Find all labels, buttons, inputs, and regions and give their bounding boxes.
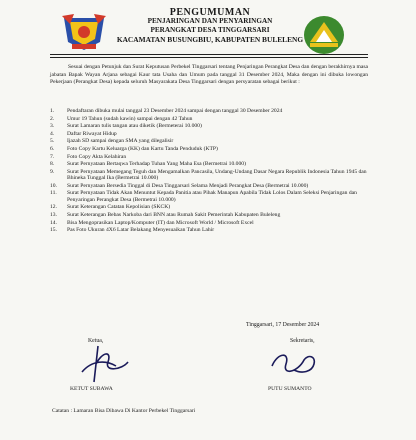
chairman-signature-icon bbox=[72, 342, 132, 386]
requirement-item bbox=[50, 123, 377, 130]
requirement-item bbox=[50, 182, 377, 189]
announcement-header bbox=[100, 8, 320, 44]
requirement-text: Surat Pernyataan Memegang Teguh dan Mengamalkan Pancasila, Undang-Undang Dasar Negara Republik Indonesia Tahun 1945 dan Bhineka Tunggal Ika (Bermetrai 10.000) bbox=[67, 168, 367, 182]
requirement-text: Surat Pernyataan Bertaqwa Terhadap Tuhan Yang Maha Esa (Bermetrai 10.000) bbox=[67, 161, 246, 168]
secretary-name: PUTU SUMANTO bbox=[268, 386, 312, 392]
requirement-item bbox=[50, 108, 377, 114]
requirement-item bbox=[50, 227, 377, 234]
requirement-text: Bisa Mengoprasikan Laptop/Komputer (IT) dan Microsoft World / Microsoft Excel bbox=[67, 219, 254, 226]
requirement-text: Ijazah SD sampai dengan SMA yang dilegalisir bbox=[67, 138, 174, 145]
requirement-item bbox=[50, 211, 377, 218]
secretary-signature-icon bbox=[264, 348, 324, 380]
requirement-item bbox=[50, 190, 377, 203]
requirement-number: 5. bbox=[50, 138, 55, 145]
requirement-item bbox=[50, 138, 377, 145]
requirement-number: 9. bbox=[50, 168, 55, 175]
secretary-label: Sekretaris, bbox=[290, 338, 315, 344]
requirement-number: 2. bbox=[50, 115, 55, 122]
requirement-text: Surat Keterangan Catatan Kepolisian (SKCK) bbox=[67, 204, 171, 211]
intro-paragraph: Sesuai dengan Petunjuk dan Surat Keputusan Perbekel Tinggarsari tentang Penjaringan Perangkat Desa dan dengan berakhirnya masa jabatan Bapak Wayan Arjana sebagai Kaur tata Usaha dan Umum pada tanggal 31 Desember 2024, Maka dengan ini dibuka lowongan Pekerjaan (Perangkat Desa) kepada seluruh Masyarakata Desa Tinggarsari dengan persyaratan sebagai berikut : bbox=[50, 64, 368, 86]
requirement-item bbox=[50, 115, 377, 122]
requirement-number: 13. bbox=[50, 211, 57, 218]
requirement-number: 1. bbox=[50, 108, 55, 114]
requirement-text: Surat Pernyataan Bersedia Tinggal di Desa Tinggarsari Selama Menjadi Perangkat Desa (Bermetrai 10.000) bbox=[67, 182, 309, 189]
footer-note: Catatan : Lamaran Bisa Dibawa Di Kantor Perbekel Tinggarsari bbox=[52, 408, 196, 414]
header-title: PENGUMUMAN bbox=[169, 7, 251, 18]
requirement-text: Pendaftaran dibuka mulai tanggal 23 Desember 2024 sampai dengan tanggal 30 Desember 2024 bbox=[67, 108, 283, 114]
requirement-number: 14. bbox=[50, 219, 57, 226]
requirement-item bbox=[50, 130, 377, 137]
requirement-text: Umur 19 Tahun (sudah kawin) sampai dengan 42 Tahun bbox=[67, 115, 193, 122]
requirement-item bbox=[50, 204, 377, 211]
requirement-number: 6. bbox=[50, 145, 55, 152]
chairman-name: KETUT SUBAWA bbox=[70, 386, 113, 392]
requirement-number: 15. bbox=[50, 227, 57, 234]
header-rule-thick bbox=[50, 54, 368, 55]
requirement-number: 7. bbox=[50, 153, 55, 160]
requirement-text: Pas Foto Ukuran 4X6 Latar Belakang Menyesuaikan Tahun Lahir bbox=[67, 227, 215, 234]
document-date: Tinggarsari, 17 Desember 2024 bbox=[246, 322, 320, 328]
requirement-number: 11. bbox=[50, 190, 57, 197]
requirement-item bbox=[50, 145, 377, 152]
header-line-3: PERANGKAT DESA TINGGARSARI bbox=[150, 26, 270, 34]
requirement-item bbox=[50, 161, 377, 168]
requirement-number: 8. bbox=[50, 161, 55, 168]
requirement-text: Surat Pernyataan Tidak Akan Menuntut Kepada Panitia atau Pihak Manapun Apabila Tidak Lolos Dalam Seleksi Penjaringan dan Penyaringan Perangkat Desa (Bermetrai 10.000) bbox=[67, 190, 357, 203]
header-line-4: KACAMATAN BUSUNGBIU, KABUPATEN BULELENG bbox=[116, 35, 304, 44]
requirement-item bbox=[50, 153, 377, 160]
header-rule-thin bbox=[50, 57, 368, 58]
requirement-number: 4. bbox=[50, 130, 55, 137]
requirement-text: Foto Copy Akta Kelahiran bbox=[67, 153, 127, 160]
requirements-list bbox=[50, 108, 377, 235]
requirement-text: Surat Lamaran tulis tangan atau diketik (Bermeterai 10.000) bbox=[67, 123, 202, 130]
requirement-number: 10. bbox=[50, 182, 57, 189]
requirement-text: Foto Copy Kartu Keluarga (KK) dan Kartu Tanda Penduduk (KTP) bbox=[67, 145, 218, 152]
requirement-number: 3. bbox=[50, 123, 55, 130]
requirement-item bbox=[50, 219, 377, 226]
village-logo bbox=[302, 14, 346, 56]
header-line-2: PENJARINGAN DAN PENYARINGAN bbox=[147, 17, 273, 25]
requirement-item bbox=[50, 168, 377, 182]
requirement-text: Daftar Riwayat Hidup bbox=[67, 130, 117, 137]
requirement-number: 12. bbox=[50, 204, 57, 211]
chairman-label: Ketua, bbox=[88, 338, 104, 344]
requirement-text: Surat Keterangan Bebas Narkoba dari BNN atau Rumah Sakit Pemerintah Kabupaten Buleleng bbox=[67, 211, 281, 218]
